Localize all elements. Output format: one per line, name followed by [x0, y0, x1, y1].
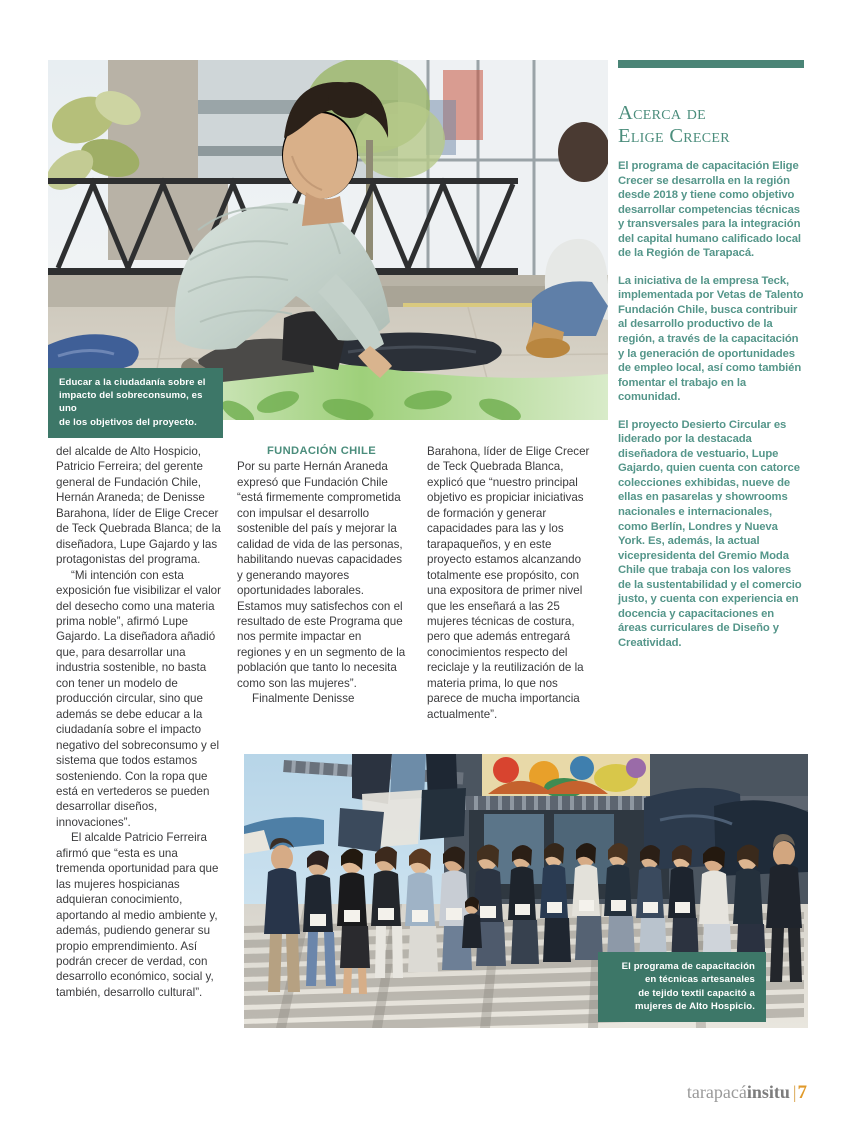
brand-name-bold: insitu	[746, 1082, 790, 1102]
section-subhead: FUNDACIÓN CHILE	[266, 445, 377, 457]
paragraph: del alcalde de Alto Hospicio, Patricio Ferreira; del gerente general de Fundación Chile, Hernán Araneda; de Denisse Barahona, líder de Elige Crecer de Teck Quebrada Blanca; de la diseñadora, Lupe Gajardo y las protagonistas del programa.	[56, 445, 221, 567]
sidebar-title-line-2: Elige Crecer	[618, 125, 730, 147]
sidebar-rule	[618, 60, 804, 68]
caption-line: de tejido textil capacitó a	[638, 987, 755, 999]
caption-line: El programa de capacitación	[621, 961, 755, 973]
bottom-photo	[244, 754, 808, 1028]
article-column-2	[237, 444, 406, 707]
caption-line: Educar a la ciudadanía sobre el	[59, 377, 206, 388]
top-photo	[48, 60, 608, 420]
paragraph: Barahona, líder de Elige Crecer de Teck Quebrada Blanca, explicó que “nuestro principal objetivo es propiciar iniciativas de formación y generar capacidades para las y los tarapaqueños, y en este proyecto estamos alcanzando totalmente ese propósito, con una expositora de primer nivel que les enseñará a las 25 mujeres técnicas de costura, pero que además entregará conocimientos respecto del reciclaje y la reutilización de la materia prima, lo que nos parece de mucha importancia actualmente”.	[427, 445, 590, 721]
article-column-1	[56, 444, 225, 1000]
woman-folding-fabric-photo	[48, 60, 608, 420]
caption-line: impacto del sobreconsumo, es uno	[59, 390, 203, 415]
brand-name-light: tarapacá	[686, 1082, 747, 1102]
page-number: 7	[797, 1082, 807, 1103]
sidebar-title	[618, 102, 804, 148]
sidebar-body	[618, 159, 804, 651]
caption-line: mujeres de Alto Hospicio.	[635, 1000, 755, 1012]
paragraph: “Mi intención con esta exposición fue visibilizar el valor del desecho como una materia prima noble”, afirmó Lupe Gajardo. La diseñadora añadió que, para desarrollar una industria sostenible, no basta con tener un modelo de producción circular, sino que además se debe educar a la ciudadanía sobre el impacto negativo del sobreconsumo y el sistema que todos estamos sosteniendo. Con la ropa que está en vertederos se pueden desarrollar diseños, innovaciones”.	[56, 568, 221, 829]
paragraph: Finalmente Denisse	[252, 692, 355, 706]
footer-separator: |	[792, 1082, 797, 1102]
sidebar-paragraph: El proyecto Desierto Circular es liderado por la destacada diseñadora de vestuario, Lupe Gajardo, quien cuenta con catorce colecciones exhibidas, nueve de ellas en pasarelas y showrooms nacionales e internacionales, como Berlín, Londres y Nueva York. Es, además, la actual vicepresidenta del Gremio Moda Chile que trabaja con los valores de la sustentabilidad y el comercio justo, y cuenta con experiencia en docencia y capacitaciones en áreas curriculares de Diseño y Creatividad.	[618, 418, 802, 649]
page-footer	[687, 1082, 807, 1103]
caption-line: de los objetivos del proyecto.	[59, 416, 197, 428]
caption-line: en técnicas artesanales	[644, 974, 755, 986]
paragraph: Por su parte Hernán Araneda expresó que Fundación Chile “está firmemente comprometida con impulsar el desarrollo sostenible del país y mejorar la calidad de vida de las personas, habilitando nuevas capacidades y generando mayores oportunidades laborales. Estamos muy satisfechos con el resultado de este Programa que nos permite impactar en regiones y en un segmento de la población que tanto lo necesita como son las mujeres”.	[237, 460, 406, 690]
sidebar-paragraph: El programa de capacitación Elige Crecer se desarrolla en la región desde 2018 y tiene como objetivo desarrollar competencias técnicas y transversales para la integración del capital humano calificado local de la Región de Tarapacá.	[618, 160, 801, 260]
bottom-photo-caption	[598, 952, 766, 1022]
paragraph: El alcalde Patricio Ferreira afirmó que “esta es una tremenda oportunidad para que las mujeres hospicianas adquieran conocimiento, aportando al medio ambiente y, además, pudiendo generar su propio emprendimiento. Así podrán crecer de verdad, con desarrollo económico, social y, también, desarrollo cultural”.	[56, 831, 219, 999]
sidebar-paragraph: La iniciativa de la empresa Teck, implementada por Vetas de Talento Fundación Chile, busca contribuir al desarrollo productivo de la región, a través de la capacitación y la generación de oportunidades de empleo local, así como también fomentar el trabajo en la comunidad.	[618, 274, 804, 404]
top-photo-caption	[48, 368, 223, 438]
sidebar-acerca-de-elige-crecer	[618, 60, 804, 651]
article-column-3	[427, 444, 596, 722]
sidebar-title-line-1: Acerca de	[618, 102, 706, 124]
